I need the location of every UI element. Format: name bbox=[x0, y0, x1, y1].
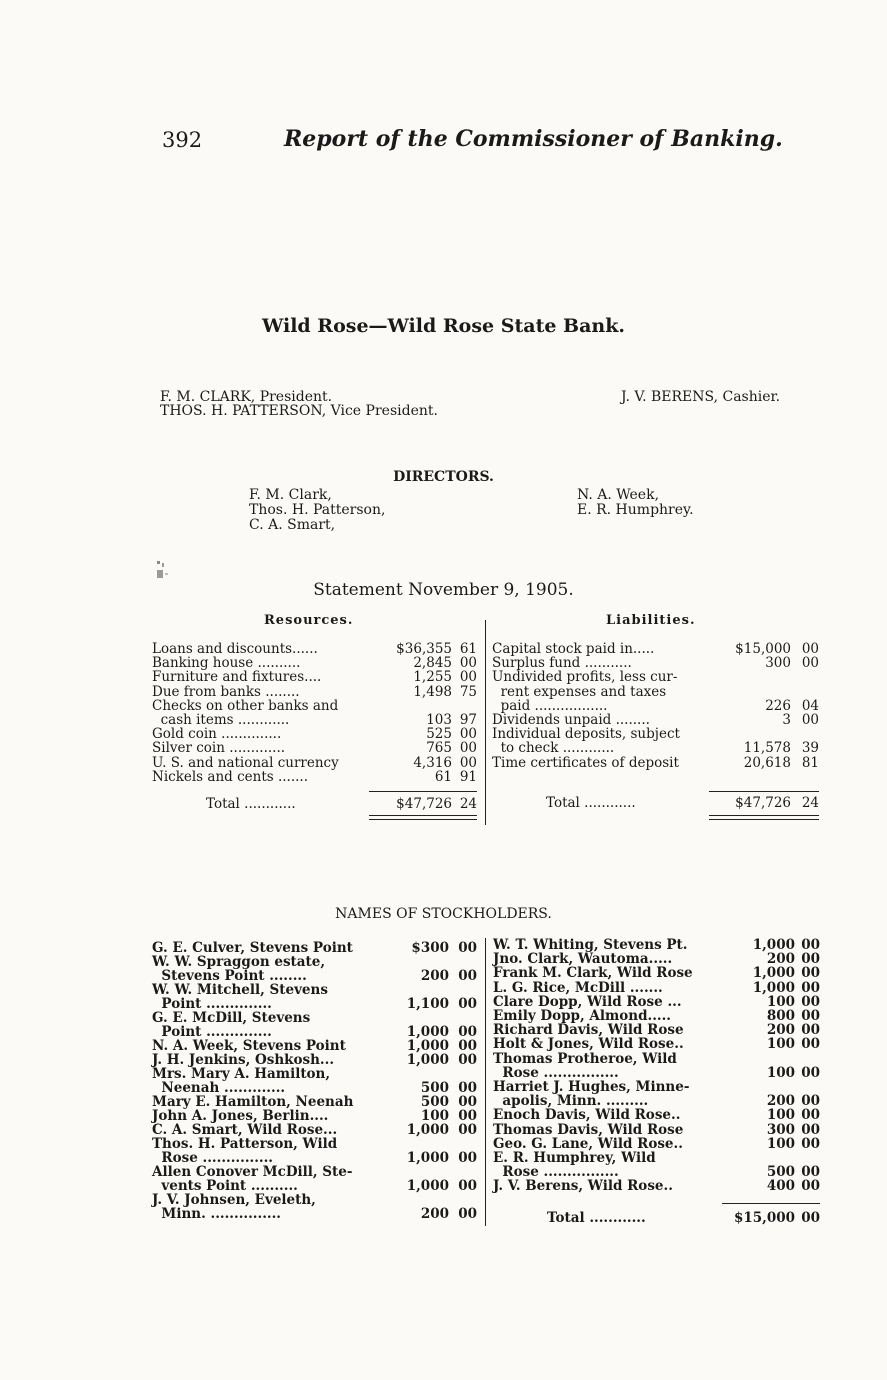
row-label: Individual deposits, subject bbox=[492, 726, 680, 743]
amount-dollars: 765 bbox=[426, 740, 452, 757]
amount-cents: 00 bbox=[801, 1178, 820, 1195]
stockholder-row bbox=[493, 966, 820, 980]
amount-cents: 00 bbox=[801, 937, 820, 953]
row-label: Mrs. Mary A. Hamilton, bbox=[152, 1066, 331, 1082]
row-label: E. R. Humphrey, Wild bbox=[493, 1150, 656, 1166]
amount-cents: 00 bbox=[458, 1178, 477, 1194]
liability-row bbox=[492, 699, 819, 713]
amount-cents: 00 bbox=[801, 1008, 820, 1024]
stockholder-row bbox=[152, 1165, 477, 1179]
amount-dollars: 1,000 bbox=[752, 937, 795, 953]
amount-cents: 00 bbox=[801, 951, 820, 968]
amount-cents: 00 bbox=[458, 968, 477, 984]
row-label: Due from banks ........ bbox=[152, 683, 300, 700]
amount-cents: 04 bbox=[801, 697, 819, 714]
stockholder-row bbox=[493, 1080, 820, 1094]
amount-dollars: 200 bbox=[766, 1093, 795, 1110]
row-label: Richard Davis, Wild Rose bbox=[493, 1022, 684, 1039]
amount-dollars: 1,000 bbox=[406, 1122, 449, 1138]
row-label: Thomas Davis, Wild Rose bbox=[493, 1121, 684, 1138]
row-label: Thomas Protheroe, Wild bbox=[493, 1050, 677, 1067]
stockholder-row bbox=[152, 1109, 477, 1123]
amount-dollars: $300 bbox=[411, 940, 449, 956]
amount-cents: 61 bbox=[459, 641, 477, 657]
total-label: Total ............ bbox=[546, 795, 636, 811]
row-label: G. E. Culver, Stevens Point bbox=[152, 940, 353, 956]
row-label: Banking house .......... bbox=[152, 655, 301, 672]
total-row bbox=[492, 796, 819, 812]
total-label: Total ............ bbox=[206, 796, 296, 812]
resource-row bbox=[152, 756, 477, 770]
row-label: Neenah ............. bbox=[152, 1080, 286, 1096]
row-label: W. W. Mitchell, Stevens bbox=[152, 982, 328, 998]
statement-column-divider bbox=[485, 620, 486, 825]
resource-row bbox=[152, 699, 477, 713]
amount-dollars: 1,000 bbox=[752, 965, 795, 982]
amount-cents: 00 bbox=[458, 940, 477, 956]
amount-cents: 75 bbox=[459, 683, 477, 700]
amount-dollars: 1,255 bbox=[413, 669, 452, 686]
row-label: vents Point .......... bbox=[152, 1178, 298, 1194]
stockholder-row bbox=[152, 1053, 477, 1067]
row-label: L. G. Rice, McDill ....... bbox=[493, 979, 663, 996]
running-title: Report of the Commissioner of Banking. bbox=[284, 126, 783, 152]
resource-row bbox=[152, 642, 477, 656]
director: F. M. Clark, bbox=[249, 487, 332, 503]
stockholder-row bbox=[152, 1123, 477, 1137]
row-label: Checks on other banks and bbox=[152, 697, 339, 714]
amount-cents: 00 bbox=[458, 1108, 477, 1124]
bank-title: Wild Rose—Wild Rose State Bank. bbox=[261, 315, 626, 337]
resource-row bbox=[152, 770, 477, 784]
amount-cents: 00 bbox=[458, 1150, 477, 1166]
liabilities-sum-rule bbox=[709, 791, 819, 792]
total-dollars: $15,000 bbox=[733, 1210, 795, 1226]
stockholder-row bbox=[493, 995, 820, 1009]
row-label: Gold coin .............. bbox=[152, 726, 282, 743]
liability-row bbox=[492, 642, 819, 656]
amount-dollars: 61 bbox=[434, 768, 452, 785]
amount-cents: 00 bbox=[801, 1164, 820, 1181]
row-label: W. T. Whiting, Stevens Pt. bbox=[493, 937, 688, 953]
amount-dollars: 1,100 bbox=[406, 996, 449, 1012]
amount-cents: 97 bbox=[459, 712, 477, 728]
amount-cents: 00 bbox=[458, 1038, 477, 1054]
amount-cents: 91 bbox=[459, 768, 477, 785]
row-label: John A. Jones, Berlin.... bbox=[152, 1108, 329, 1124]
vice-president-line: THOS. H. PATTERSON, Vice President. bbox=[160, 403, 438, 419]
row-label: Undivided profits, less cur- bbox=[492, 669, 678, 686]
amount-dollars: 1,498 bbox=[413, 683, 452, 700]
row-label: Rose ............... bbox=[152, 1150, 274, 1166]
amount-cents: 00 bbox=[801, 993, 820, 1010]
liabilities-double-rule bbox=[709, 815, 819, 820]
resources-double-rule bbox=[369, 815, 477, 820]
liability-row bbox=[492, 741, 819, 755]
resource-row bbox=[152, 685, 477, 699]
stockholder-row bbox=[493, 1023, 820, 1037]
amount-dollars: 226 bbox=[765, 697, 791, 714]
row-label: Emily Dopp, Almond..... bbox=[493, 1008, 672, 1024]
stockholder-row bbox=[152, 969, 477, 983]
amount-dollars: $36,355 bbox=[396, 641, 452, 657]
amount-cents: 00 bbox=[458, 1122, 477, 1138]
directors-right bbox=[577, 488, 694, 518]
stockholder-row bbox=[152, 1025, 477, 1039]
amount-cents: 00 bbox=[801, 655, 819, 672]
amount-dollars: 800 bbox=[766, 1008, 795, 1024]
row-label: apolis, Minn. ......... bbox=[493, 1093, 649, 1110]
row-label: W. W. Spraggon estate, bbox=[152, 954, 326, 970]
amount-dollars: 1,000 bbox=[752, 979, 795, 996]
stockholder-row bbox=[493, 1037, 820, 1051]
row-label: J. V. Johnsen, Eveleth, bbox=[152, 1192, 316, 1208]
stockholder-row bbox=[493, 1123, 820, 1137]
amount-cents: 81 bbox=[801, 754, 819, 771]
stockholder-row bbox=[493, 1052, 820, 1066]
amount-cents: 00 bbox=[458, 1094, 477, 1110]
row-label: G. E. McDill, Stevens bbox=[152, 1010, 311, 1026]
amount-cents: 00 bbox=[801, 1022, 820, 1039]
stockholder-row bbox=[152, 1137, 477, 1151]
statement-title: Statement November 9, 1905. bbox=[313, 580, 574, 600]
resource-row bbox=[152, 741, 477, 755]
resource-row bbox=[152, 727, 477, 741]
stockholders-column-divider bbox=[485, 938, 486, 1226]
liabilities-heading: Liabilities. bbox=[606, 613, 696, 628]
liability-row bbox=[492, 756, 819, 770]
amount-cents: 00 bbox=[801, 1121, 820, 1138]
amount-cents: 00 bbox=[458, 1052, 477, 1068]
stockholders-sum-rule bbox=[722, 1203, 820, 1204]
amount-dollars: 20,618 bbox=[743, 754, 791, 771]
row-label: Stevens Point ........ bbox=[152, 968, 307, 984]
amount-cents: 00 bbox=[458, 1024, 477, 1040]
stockholder-row bbox=[152, 1207, 477, 1221]
stockholder-row bbox=[152, 1081, 477, 1095]
row-label: Dividends unpaid ........ bbox=[492, 712, 650, 728]
amount-cents: 39 bbox=[801, 740, 819, 757]
stockholder-row bbox=[493, 1179, 820, 1193]
amount-dollars: 500 bbox=[420, 1080, 449, 1096]
amount-cents: 00 bbox=[458, 1080, 477, 1096]
amount-dollars: 500 bbox=[420, 1094, 449, 1110]
amount-cents: 00 bbox=[459, 740, 477, 757]
row-label: Jno. Clark, Wautoma..... bbox=[493, 951, 673, 968]
row-label: to check ............ bbox=[492, 740, 615, 757]
total-cents: 24 bbox=[459, 796, 477, 812]
resources-heading: Resources. bbox=[264, 613, 354, 628]
amount-dollars: 100 bbox=[766, 1064, 795, 1081]
amount-dollars: 100 bbox=[766, 1036, 795, 1053]
director: N. A. Week, bbox=[577, 487, 660, 503]
amount-cents: 00 bbox=[801, 1036, 820, 1053]
stockholder-row bbox=[152, 1067, 477, 1081]
amount-dollars: 100 bbox=[766, 1107, 795, 1124]
amount-cents: 00 bbox=[459, 726, 477, 743]
amount-cents: 00 bbox=[459, 754, 477, 771]
amount-dollars: 1,000 bbox=[406, 1150, 449, 1166]
resource-row bbox=[152, 670, 477, 684]
stockholders-title: NAMES OF STOCKHOLDERS. bbox=[335, 906, 552, 922]
directors-title: DIRECTORS. bbox=[393, 469, 494, 485]
liability-row bbox=[492, 685, 819, 699]
resource-row bbox=[152, 656, 477, 670]
row-label: Geo. G. Lane, Wild Rose.. bbox=[493, 1135, 683, 1152]
row-label: Mary E. Hamilton, Neenah bbox=[152, 1094, 354, 1110]
row-label: cash items ............ bbox=[152, 712, 290, 728]
row-label: Harriet J. Hughes, Minne- bbox=[493, 1079, 690, 1095]
amount-cents: 00 bbox=[459, 655, 477, 672]
row-label: Allen Conover McDill, Ste- bbox=[152, 1164, 353, 1180]
director: E. R. Humphrey. bbox=[577, 502, 694, 518]
row-label: Clare Dopp, Wild Rose ... bbox=[493, 993, 682, 1010]
total-row bbox=[152, 797, 477, 813]
amount-dollars: 525 bbox=[426, 726, 452, 743]
liability-row bbox=[492, 727, 819, 741]
cashier-line: J. V. BERENS, Cashier. bbox=[621, 389, 781, 405]
total-cents: 00 bbox=[801, 1210, 820, 1226]
amount-cents: 00 bbox=[801, 1093, 820, 1110]
amount-cents: 00 bbox=[801, 1064, 820, 1081]
row-label: Surplus fund ........... bbox=[492, 655, 632, 672]
stockholder-row bbox=[152, 997, 477, 1011]
amount-cents: 00 bbox=[458, 996, 477, 1012]
total-dollars: $47,726 bbox=[735, 795, 791, 811]
total-label: Total ............ bbox=[547, 1210, 646, 1226]
stockholder-row bbox=[493, 1066, 820, 1080]
liability-row bbox=[492, 713, 819, 727]
liability-row bbox=[492, 670, 819, 684]
row-label: paid ................. bbox=[492, 697, 608, 714]
stockholder-row bbox=[493, 1094, 820, 1108]
director: C. A. Smart, bbox=[249, 517, 336, 533]
director: Thos. H. Patterson, bbox=[249, 502, 386, 518]
amount-cents: 00 bbox=[458, 1206, 477, 1222]
page-number: 392 bbox=[162, 128, 203, 152]
president-line: F. M. CLARK, President. bbox=[160, 389, 333, 405]
amount-dollars: 200 bbox=[420, 1206, 449, 1222]
row-label: Capital stock paid in..... bbox=[492, 641, 655, 657]
amount-dollars: 1,000 bbox=[406, 1038, 449, 1054]
row-label: Nickels and cents ....... bbox=[152, 768, 309, 785]
row-label: Rose ................ bbox=[493, 1164, 619, 1181]
amount-dollars: $15,000 bbox=[735, 641, 791, 657]
row-label: Frank M. Clark, Wild Rose bbox=[493, 965, 693, 982]
row-label: Thos. H. Patterson, Wild bbox=[152, 1136, 338, 1152]
amount-dollars: 103 bbox=[426, 712, 452, 728]
amount-dollars: 1,000 bbox=[406, 1178, 449, 1194]
row-label: Rose ................ bbox=[493, 1064, 619, 1081]
amount-cents: 00 bbox=[801, 979, 820, 996]
amount-dollars: 200 bbox=[766, 1022, 795, 1039]
total-row bbox=[493, 1211, 820, 1227]
stockholder-row bbox=[152, 1151, 477, 1165]
stockholder-row bbox=[493, 1108, 820, 1122]
resource-row bbox=[152, 713, 477, 727]
amount-dollars: 200 bbox=[766, 951, 795, 968]
amount-dollars: 300 bbox=[766, 1121, 795, 1138]
amount-cents: 00 bbox=[801, 1107, 820, 1124]
amount-dollars: 3 bbox=[782, 712, 791, 728]
row-label: Loans and discounts...... bbox=[152, 641, 318, 657]
amount-dollars: 500 bbox=[766, 1164, 795, 1181]
amount-cents: 00 bbox=[801, 712, 819, 728]
total-dollars: $47,726 bbox=[396, 796, 452, 812]
row-label: Time certificates of deposit bbox=[492, 754, 679, 771]
stockholder-row bbox=[493, 938, 820, 952]
stockholder-row bbox=[152, 983, 477, 997]
amount-dollars: 100 bbox=[420, 1108, 449, 1124]
amount-dollars: 4,316 bbox=[413, 754, 452, 771]
stockholder-row bbox=[152, 1193, 477, 1207]
stockholder-row bbox=[493, 952, 820, 966]
row-label: C. A. Smart, Wild Rose... bbox=[152, 1122, 338, 1138]
row-label: Minn. ............... bbox=[152, 1206, 282, 1222]
stockholder-row bbox=[152, 1039, 477, 1053]
amount-dollars: 100 bbox=[766, 993, 795, 1010]
amount-dollars: 2,845 bbox=[413, 655, 452, 672]
stockholder-row bbox=[152, 1179, 477, 1193]
amount-dollars: 300 bbox=[765, 655, 791, 672]
resources-sum-rule bbox=[369, 791, 477, 792]
stockholder-row bbox=[152, 1011, 477, 1025]
row-label: Point .............. bbox=[152, 1024, 272, 1040]
amount-cents: 00 bbox=[801, 1135, 820, 1152]
row-label: Enoch Davis, Wild Rose.. bbox=[493, 1107, 681, 1124]
amount-dollars: 11,578 bbox=[743, 740, 791, 757]
row-label: J. V. Berens, Wild Rose.. bbox=[493, 1178, 673, 1195]
stockholder-row bbox=[493, 1151, 820, 1165]
stockholder-row bbox=[152, 941, 477, 955]
amount-dollars: 200 bbox=[420, 968, 449, 984]
total-cents: 24 bbox=[801, 795, 819, 811]
amount-dollars: 100 bbox=[766, 1135, 795, 1152]
stockholder-row bbox=[493, 1165, 820, 1179]
row-label: rent expenses and taxes bbox=[492, 683, 667, 700]
amount-cents: 00 bbox=[801, 641, 819, 657]
liability-row bbox=[492, 656, 819, 670]
row-label: U. S. and national currency bbox=[152, 754, 339, 771]
amount-dollars: 1,000 bbox=[406, 1052, 449, 1068]
amount-dollars: 1,000 bbox=[406, 1024, 449, 1040]
stockholder-row bbox=[493, 1137, 820, 1151]
row-label: Holt & Jones, Wild Rose.. bbox=[493, 1036, 684, 1053]
stockholder-row bbox=[152, 955, 477, 969]
amount-cents: 00 bbox=[459, 669, 477, 686]
row-label: Point .............. bbox=[152, 996, 272, 1012]
directors-left bbox=[249, 488, 385, 533]
stockholder-row bbox=[493, 981, 820, 995]
stockholder-row bbox=[152, 1095, 477, 1109]
row-label: J. H. Jenkins, Oshkosh... bbox=[152, 1052, 335, 1068]
amount-dollars: 400 bbox=[766, 1178, 795, 1195]
row-label: Furniture and fixtures.... bbox=[152, 669, 322, 686]
stockholder-row bbox=[493, 1009, 820, 1023]
row-label: Silver coin ............. bbox=[152, 740, 286, 757]
row-label: N. A. Week, Stevens Point bbox=[152, 1038, 346, 1054]
amount-cents: 00 bbox=[801, 965, 820, 982]
